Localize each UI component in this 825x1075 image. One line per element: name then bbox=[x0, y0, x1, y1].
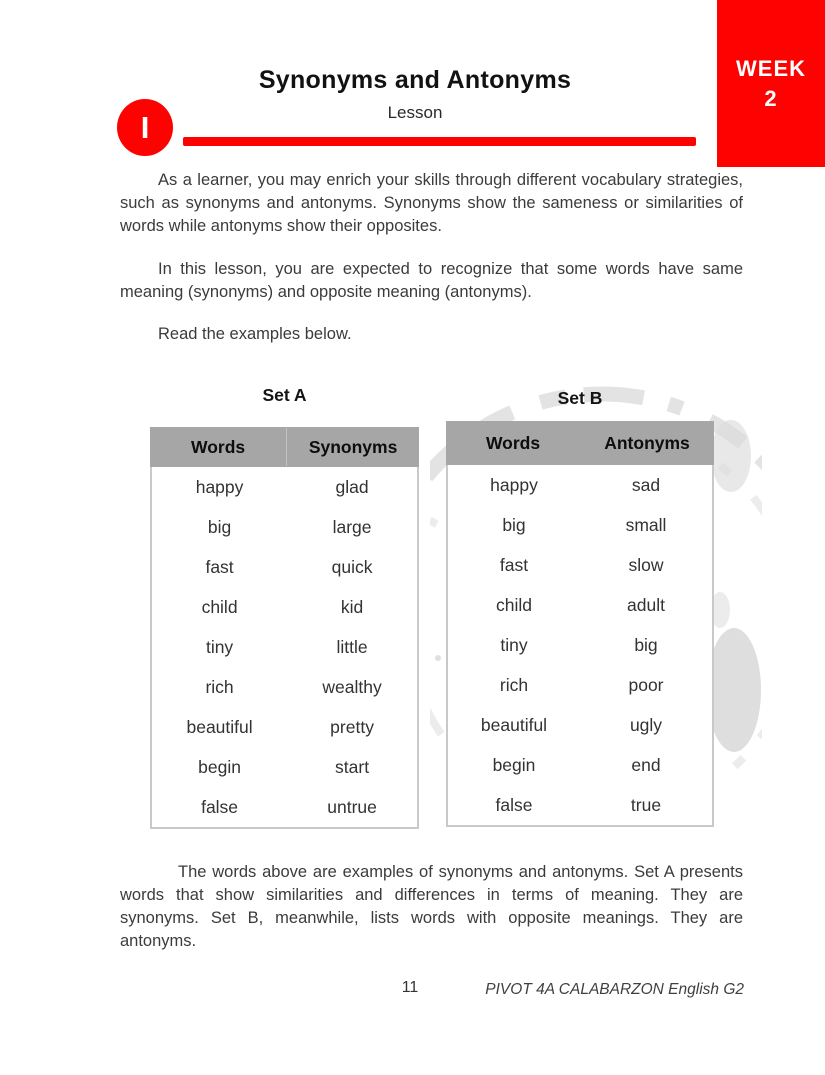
week-badge-label: WEEK bbox=[736, 55, 806, 81]
table-cell: pretty bbox=[330, 716, 374, 737]
table-cell: begin bbox=[492, 754, 536, 775]
table-cell: child bbox=[201, 596, 238, 617]
table-cell: fast bbox=[205, 556, 234, 577]
set-a-label: Set A bbox=[262, 385, 307, 405]
table-cell: untrue bbox=[327, 796, 377, 817]
page-title: Synonyms and Antonyms bbox=[258, 66, 572, 94]
paragraph-intro: As a learner, you may enrich your skills through different vocabulary strategies, such as synonyms and antonyms. Synonyms show the sameness or similarities of words while antonyms show their opposites. bbox=[120, 171, 743, 235]
set-a-table-header bbox=[150, 427, 419, 467]
table-cell: poor bbox=[628, 674, 664, 695]
table-cell: little bbox=[336, 636, 368, 657]
set-b-table bbox=[446, 421, 714, 827]
table-cell: happy bbox=[490, 474, 538, 495]
table-cell: large bbox=[332, 516, 372, 537]
table-cell: ugly bbox=[629, 714, 663, 735]
set-b-label: Set B bbox=[557, 388, 603, 408]
table-cell: big bbox=[502, 514, 526, 535]
set-a-column-words: Words bbox=[150, 428, 287, 466]
table-cell: false bbox=[495, 794, 533, 815]
table-cell: start bbox=[335, 756, 370, 777]
table-cell: beautiful bbox=[480, 714, 548, 735]
table-cell: big bbox=[207, 516, 232, 537]
table-cell: glad bbox=[335, 476, 369, 497]
footer-brand: PIVOT 4A CALABARZON English G2 bbox=[485, 981, 744, 998]
table-cell: happy bbox=[195, 476, 244, 497]
set-a-column-synonyms: Synonyms bbox=[308, 436, 398, 457]
table-cell: adult bbox=[627, 594, 665, 615]
set-a-table-body bbox=[150, 467, 419, 829]
table-cell: quick bbox=[331, 556, 373, 577]
table-cell: wealthy bbox=[322, 676, 382, 697]
set-b-table-header bbox=[446, 421, 714, 465]
paragraph-read-examples: Read the examples below. bbox=[158, 325, 352, 343]
page-number: 11 bbox=[401, 979, 419, 996]
table-cell: small bbox=[625, 514, 667, 535]
table-cell: begin bbox=[198, 756, 241, 777]
set-b-column-antonyms: Antonyms bbox=[604, 432, 690, 453]
table-cell: beautiful bbox=[186, 716, 253, 737]
table-cell: sad bbox=[631, 474, 661, 495]
table-cell: fast bbox=[499, 554, 529, 575]
table-cell: tiny bbox=[205, 636, 234, 657]
week-badge-number: 2 bbox=[764, 85, 778, 111]
lesson-i-badge-label: I bbox=[140, 109, 150, 145]
paragraph-objective: In this lesson, you are expected to recognize that some words have same meaning (synonyms) and opposite meaning (antonyms). bbox=[120, 260, 743, 301]
table-cell: tiny bbox=[500, 634, 528, 655]
paragraph-closing: The words above are examples of synonyms and antonyms. Set A presents words that show similarities and differences in terms of meaning. They are synonyms. Set B, meanwhile, lists words with opposite meanings. They are antonyms. bbox=[120, 863, 743, 950]
lesson-body bbox=[120, 169, 743, 346]
set-b-column-words: Words bbox=[485, 432, 541, 453]
week-badge bbox=[717, 0, 825, 167]
table-cell: rich bbox=[499, 674, 529, 695]
table-cell: rich bbox=[205, 676, 234, 697]
set-b-table-body bbox=[446, 465, 714, 827]
title-divider-rule bbox=[183, 137, 696, 146]
set-a-table bbox=[150, 427, 419, 829]
table-cell: big bbox=[634, 634, 658, 655]
table-cell: slow bbox=[628, 554, 664, 575]
table-cell: true bbox=[630, 794, 662, 815]
table-cell: kid bbox=[340, 596, 364, 617]
lesson-i-badge bbox=[117, 99, 173, 156]
table-cell: end bbox=[631, 754, 661, 775]
table-cell: false bbox=[201, 796, 239, 817]
table-cell: child bbox=[496, 594, 532, 615]
page-subtitle: Lesson bbox=[387, 103, 443, 122]
